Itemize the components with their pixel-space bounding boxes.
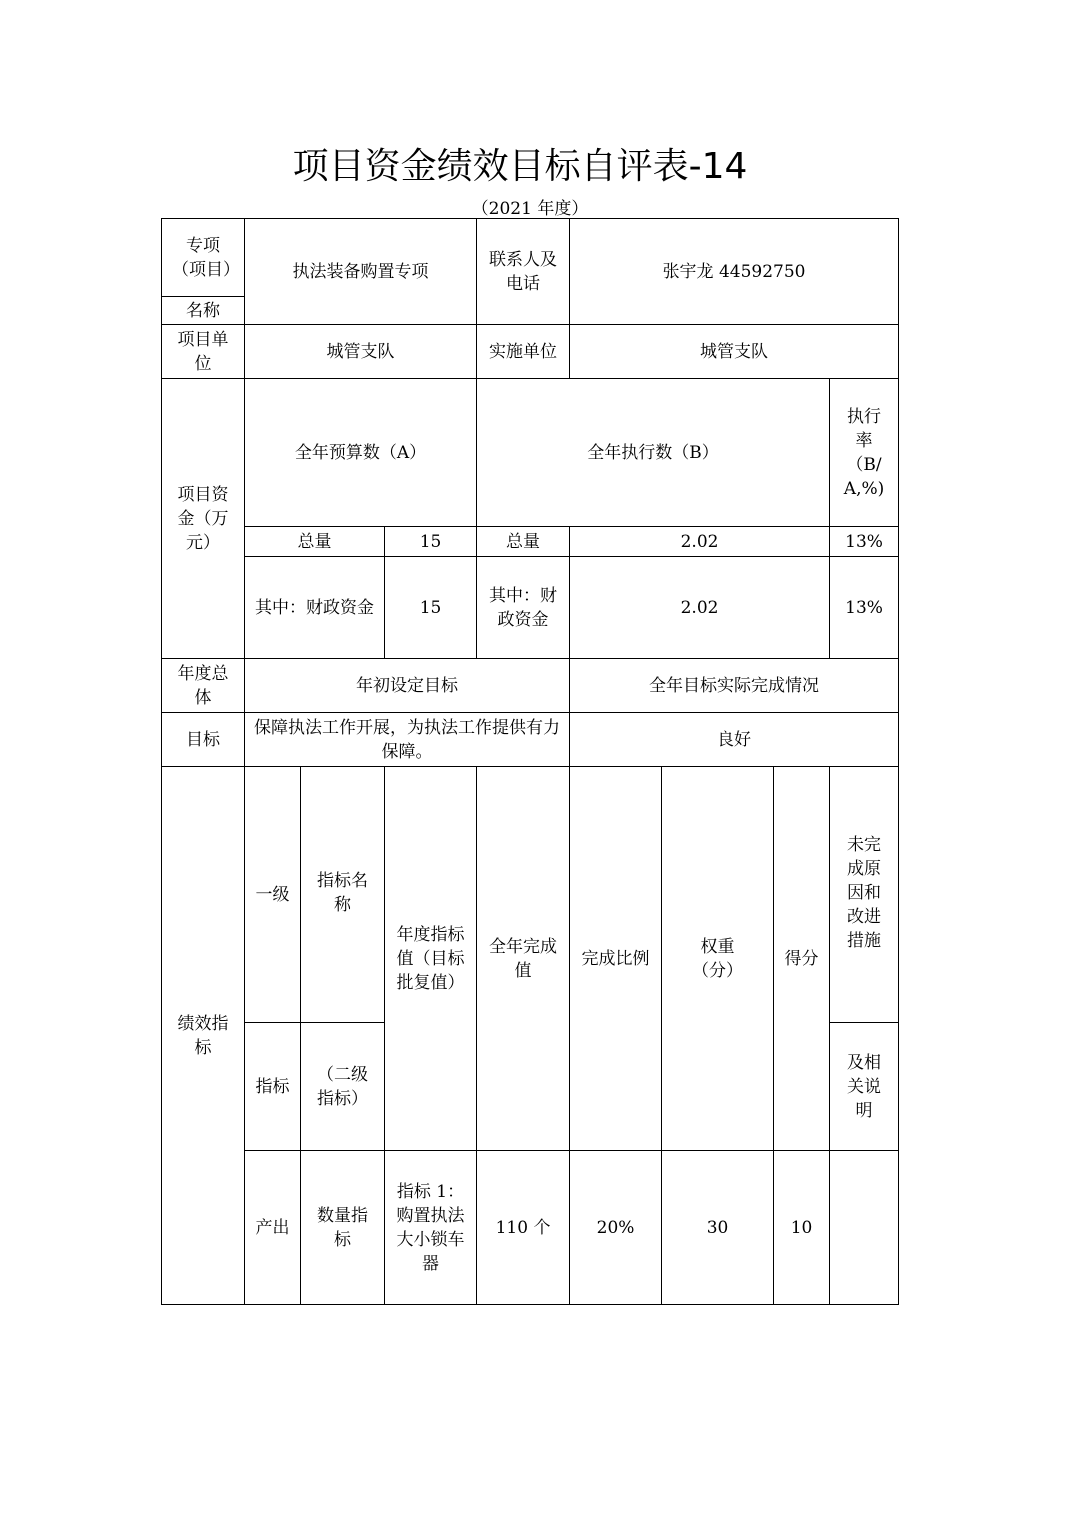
budget-a-header: 全年预算数（A） <box>245 379 477 527</box>
completion-ratio-header: 完成比例 <box>570 767 662 1151</box>
annual-completed-header: 全年完成值 <box>477 767 570 1151</box>
contact-value: 张宇龙 44592750 <box>570 219 899 325</box>
indicator-name-header: 指标名称 <box>301 767 385 1023</box>
project-name-value: 执法装备购置专项 <box>245 219 477 325</box>
actual-text: 良好 <box>570 713 899 767</box>
exec-total: 2.02 <box>570 527 830 557</box>
reason-header: 未完成原因和改进措施 <box>830 767 899 1023</box>
indicator-header: 指标 <box>245 1023 301 1151</box>
score-header: 得分 <box>774 767 830 1151</box>
total-label-b: 总量 <box>477 527 570 557</box>
indicator-score: 10 <box>774 1151 830 1305</box>
explanation-header: 及相关说明 <box>830 1023 899 1151</box>
budget-fiscal: 15 <box>385 557 477 659</box>
budget-total: 15 <box>385 527 477 557</box>
indicator-weight: 30 <box>662 1151 774 1305</box>
indicator-name: 指标 1：购置执法大小锁车器 <box>385 1151 477 1305</box>
impl-unit-value: 城管支队 <box>570 325 899 379</box>
project-name-label-2: 名称 <box>162 297 245 325</box>
perf-label: 绩效指标 <box>162 767 245 1305</box>
annual-value-header: 年度指标值（目标批复值） <box>385 767 477 1151</box>
indicator-level2: 数量指标 <box>301 1151 385 1305</box>
contact-label: 联系人及电话 <box>477 219 570 325</box>
exec-b-header: 全年执行数（B） <box>477 379 830 527</box>
project-unit-value: 城管支队 <box>245 325 477 379</box>
target-label: 目标 <box>162 713 245 767</box>
funds-label: 项目资金（万元） <box>162 379 245 659</box>
initial-goal-header: 年初设定目标 <box>245 659 570 713</box>
project-unit-label: 项目单位 <box>162 325 245 379</box>
weight-header: 权重（分） <box>662 767 774 1151</box>
total-label-a: 总量 <box>245 527 385 557</box>
project-name-label: 专项（项目） <box>162 219 245 297</box>
exec-rate-header: 执行率（B/A,%) <box>830 379 899 527</box>
impl-unit-label: 实施单位 <box>477 325 570 379</box>
level2-header: （二级指标） <box>301 1023 385 1151</box>
level1-header: 一级 <box>245 767 301 1023</box>
indicator-level1: 产出 <box>245 1151 301 1305</box>
fiscal-label-b: 其中：财政资金 <box>477 557 570 659</box>
indicator-completed: 110 个 <box>477 1151 570 1305</box>
actual-completion-header: 全年目标实际完成情况 <box>570 659 899 713</box>
year-subtitle: （2021 年度） <box>471 199 589 219</box>
fiscal-label-a: 其中：财政资金 <box>245 557 385 659</box>
rate-fiscal: 13% <box>830 557 899 659</box>
indicator-ratio: 20% <box>570 1151 662 1305</box>
evaluation-table <box>161 218 899 1305</box>
exec-fiscal: 2.02 <box>570 557 830 659</box>
rate-total: 13% <box>830 527 899 557</box>
indicator-reason <box>830 1151 899 1305</box>
annual-overall-label: 年度总体 <box>162 659 245 713</box>
page-title: 项目资金绩效目标自评表-14 <box>292 146 748 187</box>
goal-text: 保障执法工作开展，为执法工作提供有力保障。 <box>245 713 570 767</box>
